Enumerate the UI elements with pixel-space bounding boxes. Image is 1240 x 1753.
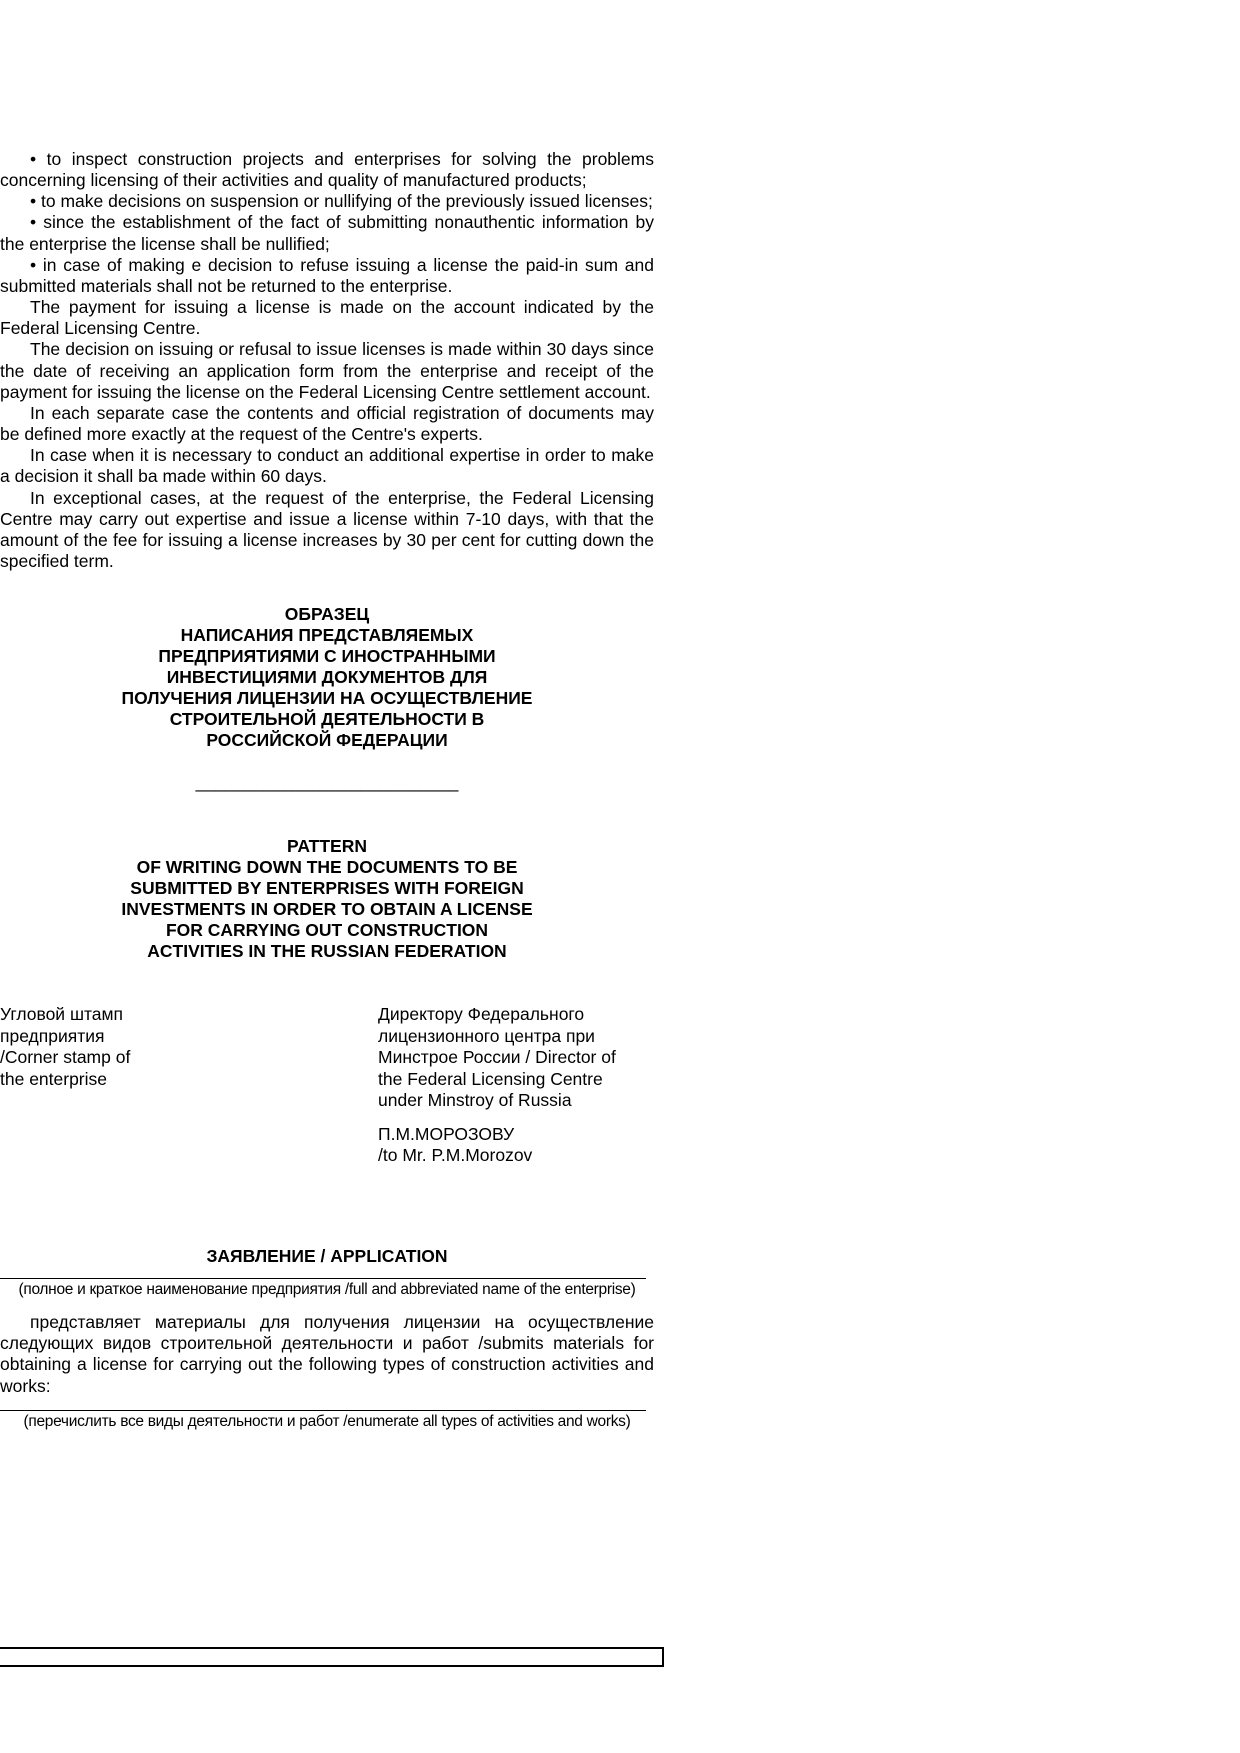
corner-stamp-line: Угловой штамп xyxy=(0,1004,124,1025)
title-ru-line: РОССИЙСКОЙ ФЕДЕРАЦИИ xyxy=(206,730,448,751)
title-ru-line: ОБРАЗЕЦ xyxy=(284,604,370,625)
paragraph-decision: The decision on issuing or refusal to issue licenses is made within 30 days since the date of receiving an application form from the enterprise and receipt of the payment for issuing the license on the Federal Licensing Centre settlement account. xyxy=(0,339,654,402)
title-ru-line: СТРОИТЕЛЬНОЙ ДЕЯТЕЛЬНОСТИ В xyxy=(169,709,485,730)
addressee-line: under Minstroy of Russia xyxy=(378,1090,572,1111)
bullet-nonauthentic: • since the establishment of the fact of submitting nonauthentic information by the enterprise the license shall be nullified; xyxy=(0,212,654,254)
title-ru-line: ПРЕДПРИЯТИЯМИ С ИНОСТРАННЫМИ xyxy=(158,646,496,667)
title-en-line: ACTIVITIES IN THE RUSSIAN FEDERATION xyxy=(147,941,507,962)
paragraph-additional-expertise: In case when it is necessary to conduct an additional expertise in order to make a decision it shall ba made within 60 days. xyxy=(0,445,654,487)
addressee xyxy=(378,1004,654,1167)
title-en-line: PATTERN xyxy=(286,836,368,857)
address-block xyxy=(0,1004,654,1167)
paragraph-separate-case: In each separate case the contents and official registration of documents may be defined more exactly at the request of the Centre's experts. xyxy=(0,402,654,445)
paragraph-submits: представляет материалы для получения лицензии на осуществление следующих видов строительной деятельности и работ /submits materials for obtaining a license for carrying out the following types of construction activities and works: xyxy=(0,1312,654,1396)
title-ru-line: НАПИСАНИЯ ПРЕДСТАВЛЯЕМЫХ xyxy=(180,625,474,646)
corner-stamp xyxy=(0,1004,378,1167)
addressee-line: лицензионного центра при xyxy=(378,1025,595,1046)
title-en-line: INVESTMENTS IN ORDER TO OBTAIN A LICENSE xyxy=(121,899,533,920)
addressee-name xyxy=(378,1124,654,1167)
corner-stamp-line: /Corner stamp of xyxy=(0,1047,131,1068)
addressee-line: Директору Федерального xyxy=(378,1004,585,1025)
title-separator: ___________________________ xyxy=(195,772,459,793)
paragraph-payment: The payment for issuing a license is made on the account indicated by the Federal Licensing Centre. xyxy=(0,297,654,339)
addressee-name-line: /to Mr. P.M.Morozov xyxy=(378,1145,533,1166)
corner-stamp-line: предприятия xyxy=(0,1025,105,1046)
enterprise-name-line xyxy=(0,1278,646,1279)
bullet-inspect: • to inspect construction projects and enterprises for solving the problems concerning licensing of their activities and quality of manufactured products; xyxy=(0,149,654,191)
title-en-line: SUBMITTED BY ENTERPRISES WITH FOREIGN xyxy=(130,878,524,899)
title-ru-line: ПОЛУЧЕНИЯ ЛИЦЕНЗИИ НА ОСУЩЕСТВЛЕНИЕ xyxy=(121,688,533,709)
paragraph-exceptional-cases: In exceptional cases, at the request of the enterprise, the Federal Licensing Centre may carry out expertise and issue a license within 7-10 days, with that the amount of the fee for issuing a license increases by 30 per cent for cutting down the specified term. xyxy=(0,487,654,571)
corner-stamp-line: the enterprise xyxy=(0,1068,108,1089)
title-english xyxy=(0,836,654,962)
title-russian xyxy=(0,604,654,751)
application-title: ЗАЯВЛЕНИЕ / APPLICATION xyxy=(206,1245,448,1266)
bullet-refusal: • in case of making e decision to refuse issuing a license the paid-in sum and submitted materials shall not be returned to the enterprise. xyxy=(0,254,654,296)
addressee-line: Минстрое России / Director of xyxy=(378,1047,616,1068)
activity-types-caption: (перечислить все виды деятельности и работ /enumerate all types of activities and works) xyxy=(23,1412,631,1430)
addressee-line: the Federal Licensing Centre xyxy=(378,1068,603,1089)
title-ru-line: ИНВЕСТИЦИЯМИ ДОКУМЕНТОВ ДЛЯ xyxy=(166,667,488,688)
enterprise-name-caption: (полное и краткое наименование предприятия /full and abbreviated name of the enterprise) xyxy=(18,1280,636,1298)
bullet-suspension: • to make decisions on suspension or nullifying of the previously issued licenses; xyxy=(30,191,653,212)
document-column xyxy=(0,149,654,1431)
title-en-line: OF WRITING DOWN THE DOCUMENTS TO BE xyxy=(136,857,518,878)
addressee-name-line: П.М.МОРОЗОВУ xyxy=(378,1123,515,1144)
title-en-line: FOR CARRYING OUT CONSTRUCTION xyxy=(165,920,489,941)
bottom-frame xyxy=(0,1647,664,1667)
activity-types-line xyxy=(0,1410,646,1411)
